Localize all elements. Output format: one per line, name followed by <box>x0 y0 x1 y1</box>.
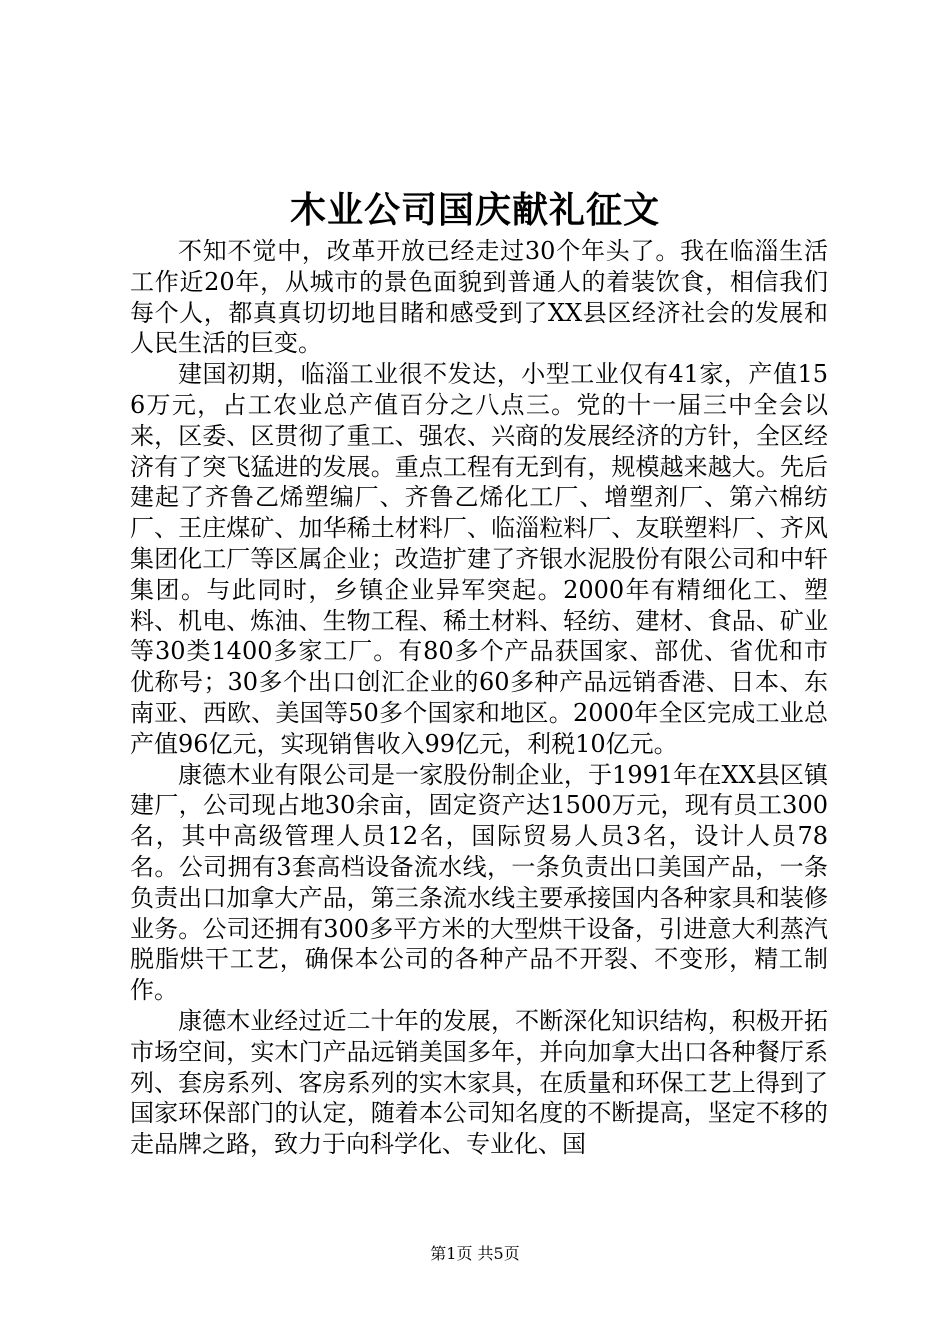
paragraph-company-profile: 康德木业有限公司是一家股份制企业，于1991年在XX县区镇建厂，公司现占地30余亩，固定资产达1500万元，现有员工300名，其中高级管理人员12名，国际贸易人员3名，设计人员78名。公司拥有3套高档设备流水线，一条负责出口美国产品，一条负责出口加拿大产品，第三条流水线主要承接国内各种家具和装修业务。公司还拥有300多平方米的大型烘干设备，引进意大利蒸汽脱脂烘干工艺，确保本公司的各种产品不开裂、不变形，精工制作。 <box>130 760 828 1005</box>
document-body <box>130 236 828 1160</box>
page-footer: 第1页 共5页 <box>430 1244 520 1263</box>
paragraph-intro: 不知不觉中，改革开放已经走过30个年头了。我在临淄生活工作近20年，从城市的景色面貌到普通人的着装饮食，相信我们每个人，都真真切切地目睹和感受到了XX县区经济社会的发展和人民生活的巨变。 <box>130 237 828 358</box>
paragraph-company-development: 康德木业经过近二十年的发展，不断深化知识结构，积极开拓市场空间，实木门产品远销美国多年，并向加拿大出口各种餐厅系列、套房系列、客房系列的实木家具，在质量和环保工艺上得到了国家环保部门的认定，随着本公司知名度的不断提高，坚定不移的走品牌之路，致力于向科学化、专业化、国 <box>130 1006 828 1159</box>
document-title: 木业公司国庆献礼征文 <box>289 189 660 231</box>
paragraph-industry-history: 建国初期，临淄工业很不发达，小型工业仅有41家，产值156万元，占工农业总产值百分之八点三。党的十一届三中全会以来，区委、区贯彻了重工、强农、兴商的发展经济的方针，全区经济有了突飞猛进的发展。重点工程有无到有，规模越来越大。先后建起了齐鲁乙烯塑编厂、齐鲁乙烯化工厂、增塑剂厂、第六棉纺厂、王庄煤矿、加华稀土材料厂、临淄粒料厂、友联塑料厂、齐风集团化工厂等区属企业；改造扩建了齐银水泥股份有限公司和中轩集团。与此同时，乡镇企业异军突起。2000年有精细化工、塑料、机电、炼油、生物工程、稀土材料、轻纺、建材、食品、矿业等30类1400多家工厂。有80多个产品获国家、部优、省优和市优称号；30多个出口创汇企业的60多种产品远销香港、日本、东南亚、西欧、美国等50多个国家和地区。2000年全区完成工业总产值96亿元，实现销售收入99亿元，利税10亿元。 <box>130 360 828 758</box>
